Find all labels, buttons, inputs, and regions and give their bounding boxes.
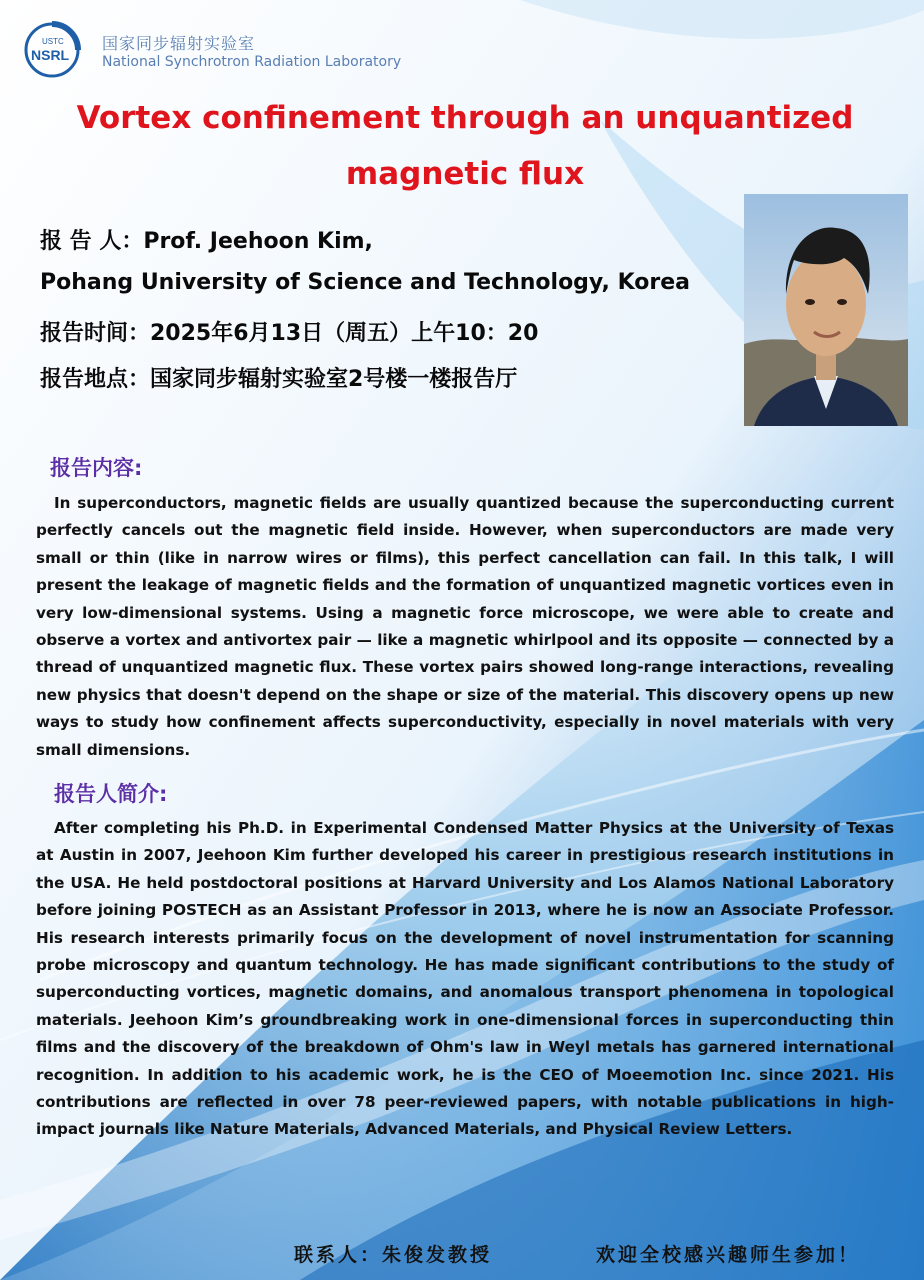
logo-text-top: USTC [42,37,64,46]
talk-title [40,90,890,202]
speaker-affiliation: Pohang University of Science and Technology, Korea [40,270,690,295]
welcome-note: 欢迎全校感兴趣师生参加！ [596,1244,861,1266]
title-line-2: magnetic flux [345,156,585,192]
title-line-1: Vortex confinement through an unquantized [76,100,854,136]
talk-time: 报告时间：2025年6月13日（周五）上午10：20 [40,321,539,346]
nsrl-logo-icon [22,20,90,80]
org-name-cn: 国家同步辐射实验室 [102,34,256,53]
bio-heading: 报告人简介: [54,782,168,806]
abstract-text: In superconductors, magnetic fields are usually quantized because the superconducting current perfectly cancels out the magnetic field inside. However, when superconductors are made very small or thin (like in narrow wires or films), this perfect cancellation can fail. In this talk, I will present the leakage of magnetic fields and the formation of unquantized magnetic vortices even in very low-dimensional systems. Using a magnetic force microscope, we were able to create and observe a vortex and antivortex pair — like a magnetic whirlpool and its opposite — connected by a thread of unquantized magnetic flux. These vortex pairs showed long-range interactions, revealing new physics that doesn't depend on the shape or size of the material. This discovery opens up new ways to study how confinement affects superconductivity, especially in novel materials with very small dimensions. [36,494,894,759]
contact-person: 联系人：朱俊发教授 [294,1244,493,1266]
talk-location: 报告地点：国家同步辐射实验室2号楼一楼报告厅 [40,367,518,392]
abstract-heading: 报告内容: [50,456,143,480]
speaker-portrait [744,194,908,426]
org-name-en: National Synchrotron Radiation Laboratory [102,54,402,70]
logo-text-main: NSRL [31,47,70,63]
bio-text: After completing his Ph.D. in Experimental Condensed Matter Physics at the University of Texas at Austin in 2007, Jeehoon Kim further developed his career in prestigious research institutions in the USA. He held postdoctoral positions at Harvard University and Los Alamos National Laboratory before joining POSTECH as an Assistant Professor in 2013, where he is now an Associate Professor. His research interests primarily focus on the development of novel instrumentation for scanning probe microscopy and quantum technology. He has made significant contributions to the study of superconducting vortices, magnetic domains, and anomalous transport phenomena in topological materials. Jeehoon Kim’s groundbreaking work in one-dimensional forces in superconducting thin films and the discovery of the breakdown of Ohm's law in Weyl metals has garnered international recognition. In addition to his academic work, he is the CEO of Moeemotion Inc. since 2021. His contributions are reflected in over 78 peer-reviewed papers, with notable publications in high-impact journals like Nature Materials, Advanced Materials, and Physical Review Letters. [36,819,894,1139]
speaker-name: 报 告 人：Prof. Jeehoon Kim, [40,229,373,254]
